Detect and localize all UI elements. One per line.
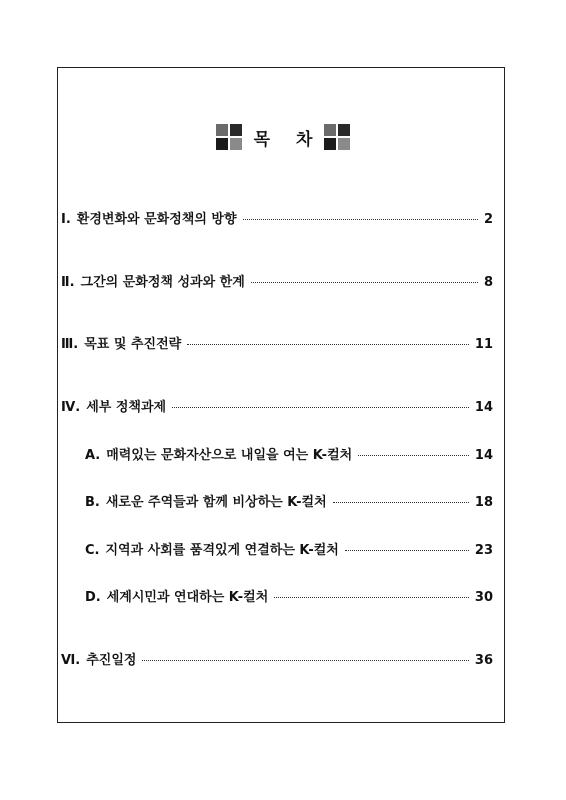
toc-label: 환경변화와 문화정책의 방향 [76, 212, 237, 227]
toc-number: A. [85, 448, 101, 463]
toc-number: Ⅳ. [61, 400, 81, 415]
dot-leader [187, 344, 469, 345]
toc-label: 매력있는 문화자산으로 내일을 여는 K-컬처 [106, 448, 353, 463]
toc-page-number: 2 [483, 212, 493, 227]
toc-label: 지역과 사회를 품격있게 연결하는 K-컬처 [105, 543, 339, 558]
toc-label: 세계시민과 연대하는 K-컬처 [106, 590, 269, 605]
toc-page-number: 8 [483, 275, 493, 290]
toc-number: Ⅵ. [61, 653, 81, 668]
toc-title [0, 122, 566, 152]
dot-leader [142, 660, 468, 661]
toc-entry-4[interactable] [61, 396, 493, 415]
toc-page-number: 18 [474, 495, 493, 510]
toc-label: 그간의 문화정책 성과와 한계 [80, 275, 245, 290]
dot-leader [358, 455, 469, 456]
toc-label: 목표 및 추진전략 [84, 337, 182, 352]
toc-heading [254, 125, 313, 150]
dot-leader [172, 407, 469, 408]
toc-entry-4c[interactable] [85, 539, 493, 558]
toc-number: Ⅰ. [61, 212, 71, 227]
decorative-squares-icon [324, 124, 350, 150]
dot-leader [274, 597, 469, 598]
toc-entry-6[interactable] [61, 649, 493, 668]
toc-page-number: 14 [474, 400, 493, 415]
dot-leader [345, 550, 469, 551]
title-left-char: 목 [253, 129, 270, 150]
toc-number: D. [85, 590, 101, 605]
toc-entry-2[interactable] [61, 271, 493, 290]
toc-number: C. [85, 543, 100, 558]
toc-page-number: 11 [474, 337, 493, 352]
toc-entry-3[interactable] [61, 333, 493, 352]
toc-entry-4d[interactable] [85, 586, 493, 605]
toc-number: Ⅲ. [61, 337, 79, 352]
toc-page-number: 14 [474, 448, 493, 463]
toc-entry-1[interactable] [61, 208, 493, 227]
toc-entry-4a[interactable] [85, 444, 493, 463]
toc-number: B. [85, 495, 100, 510]
dot-leader [243, 219, 478, 220]
toc-label: 새로운 주역들과 함께 비상하는 K-컬처 [105, 495, 327, 510]
dot-leader [333, 502, 469, 503]
toc-page-number: 36 [474, 653, 493, 668]
decorative-squares-icon [216, 124, 242, 150]
toc-page-number: 23 [474, 543, 493, 558]
toc-label: 세부 정책과제 [86, 400, 167, 415]
toc-label: 추진일정 [86, 653, 137, 668]
toc-entry-4b[interactable] [85, 491, 493, 510]
toc-number: Ⅱ. [61, 275, 75, 290]
toc-frame [57, 67, 505, 723]
dot-leader [251, 282, 478, 283]
title-right-char: 차 [296, 129, 313, 150]
toc-page-number: 30 [474, 590, 493, 605]
